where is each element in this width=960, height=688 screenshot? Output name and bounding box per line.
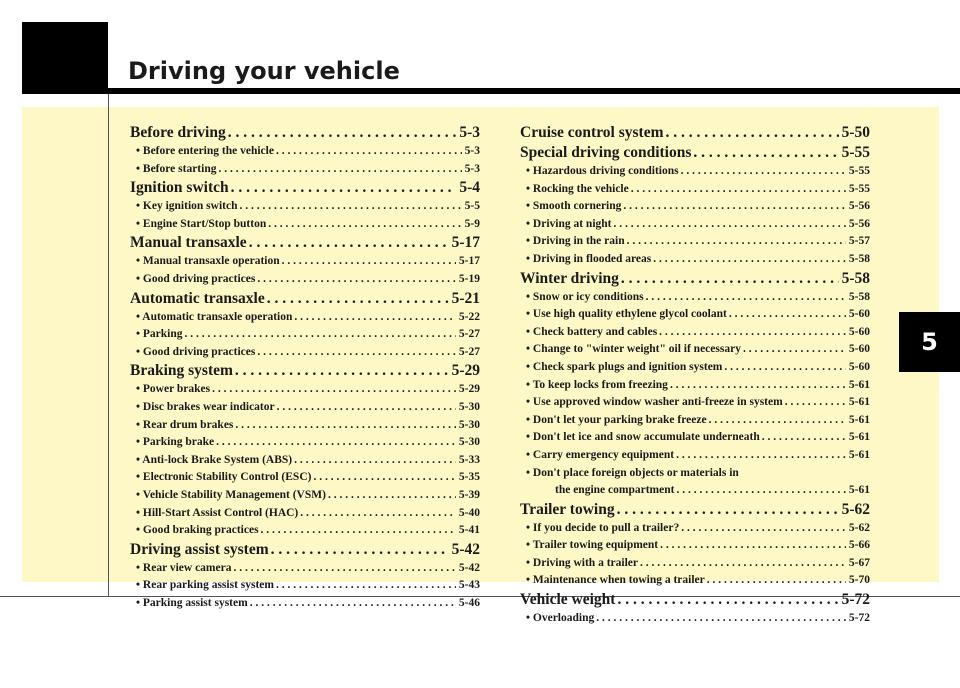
- bullet: •: [526, 521, 531, 534]
- dot-leader: [294, 452, 456, 470]
- dot-leader: [300, 505, 456, 523]
- toc-entry-label: If you decide to pull a trailer?: [532, 521, 680, 534]
- toc-page-number: 5-58: [841, 269, 870, 287]
- bullet: •: [526, 574, 531, 587]
- toc-page-number: 5-30: [458, 418, 480, 431]
- toc-subsection-entry[interactable]: [520, 610, 870, 628]
- toc-subsection-entry[interactable]: [520, 429, 870, 447]
- bullet: •: [526, 217, 531, 230]
- toc-entry-label: Parking assist system: [142, 596, 248, 609]
- toc-section-entry[interactable]: [130, 289, 480, 309]
- dot-leader: [762, 429, 846, 447]
- toc-entry-label: Winter driving: [520, 269, 619, 287]
- toc-subsection-entry[interactable]: [130, 522, 480, 540]
- toc-page-number: 5-39: [458, 488, 480, 501]
- dot-leader: [676, 447, 846, 465]
- toc-page-number: 5-70: [848, 574, 870, 587]
- toc-entry-label: Good driving practices: [142, 345, 256, 358]
- toc-entry-label: Don't let ice and snow accumulate underneath: [532, 431, 760, 444]
- toc-subsection-entry[interactable]: [130, 309, 480, 327]
- dot-leader: [328, 487, 456, 505]
- dot-leader: [617, 500, 839, 520]
- toc-entry-label: Vehicle Stability Management (VSM): [142, 488, 326, 501]
- toc-subsection-entry[interactable]: [130, 577, 480, 595]
- bullet: •: [136, 471, 141, 484]
- toc-entry-wrapped[interactable]: [520, 465, 870, 483]
- toc-subsection-entry[interactable]: [130, 505, 480, 523]
- bullet: •: [136, 255, 141, 268]
- toc-subsection-entry[interactable]: [520, 306, 870, 324]
- bullet: •: [136, 418, 141, 431]
- toc-page-number: 5-33: [458, 453, 480, 466]
- toc-subsection-entry[interactable]: [520, 537, 870, 555]
- toc-entry-label: Driving with a trailer: [532, 556, 638, 569]
- toc-section-entry[interactable]: [520, 269, 870, 289]
- toc-subsection-entry[interactable]: [130, 381, 480, 399]
- toc-page-number: 5-46: [458, 596, 480, 609]
- toc-page-number: 5-50: [841, 124, 870, 141]
- dot-leader: [185, 326, 456, 344]
- toc-entry-label: Rear parking assist system: [142, 579, 274, 592]
- toc-entry-label: Rear view camera: [142, 561, 232, 574]
- toc-section-entry[interactable]: [520, 500, 870, 520]
- toc-entry-label: Vehicle weight: [520, 591, 616, 609]
- dot-leader: [218, 161, 461, 179]
- toc-page-number: 5-19: [458, 272, 480, 285]
- bullet: •: [136, 310, 141, 323]
- bullet: •: [136, 345, 141, 358]
- dot-leader: [681, 163, 846, 181]
- toc-page-number: 5-55: [848, 165, 870, 177]
- toc-page-number: 5-62: [841, 500, 870, 518]
- toc-entry-label: Check battery and cables: [532, 325, 658, 338]
- bullet: •: [526, 308, 531, 321]
- toc-subsection-entry[interactable]: [520, 233, 870, 251]
- toc-page-number: 5-27: [458, 345, 480, 358]
- toc-page-number: 5-58: [848, 290, 870, 303]
- toc-entry-label: Braking system: [130, 362, 233, 380]
- bullet: •: [136, 524, 141, 537]
- bullet: •: [136, 383, 141, 396]
- toc-subsection-entry[interactable]: [520, 394, 870, 412]
- toc-page-number: 5-61: [848, 396, 870, 409]
- dot-leader: [621, 269, 839, 289]
- bullet: •: [526, 378, 531, 391]
- toc-subsection-entry[interactable]: [520, 482, 870, 500]
- toc-entry-label: Ignition switch: [130, 179, 229, 197]
- toc-section-entry[interactable]: [520, 123, 870, 143]
- toc-page-number: 5-9: [464, 217, 480, 230]
- toc-subsection-entry[interactable]: [520, 341, 870, 359]
- toc-entry-label: Before entering the vehicle: [142, 145, 274, 157]
- bullet: •: [526, 612, 531, 625]
- toc-page-number: 5-58: [848, 252, 870, 265]
- dot-leader: [596, 610, 846, 628]
- toc-entry-label: Use approved window washer anti-freeze in system: [532, 396, 783, 409]
- toc-entry-label: Rear drum brakes: [142, 418, 234, 431]
- dot-leader: [249, 233, 449, 253]
- toc-page-number: 5-17: [451, 234, 480, 252]
- dot-leader: [785, 394, 846, 412]
- toc-subsection-entry[interactable]: [130, 198, 480, 216]
- toc-entry-label: Trailer towing: [520, 500, 615, 518]
- toc-page-number: 5-30: [458, 400, 480, 413]
- toc-entry-label: Disc brakes wear indicator: [142, 400, 275, 413]
- margin-divider: [108, 94, 109, 596]
- dot-leader: [239, 198, 461, 216]
- dot-leader: [670, 377, 846, 395]
- bullet: •: [136, 200, 141, 213]
- toc-page-number: 5-29: [458, 383, 480, 396]
- toc-page-number: 5-72: [848, 612, 870, 625]
- bullet: •: [136, 328, 141, 341]
- toc-subsection-entry[interactable]: [520, 198, 870, 216]
- toc-subsection-entry[interactable]: [520, 289, 870, 307]
- dot-leader: [216, 434, 456, 452]
- dot-leader: [617, 590, 838, 610]
- toc-page-number: 5-43: [458, 579, 480, 592]
- toc-page-number: 5-40: [458, 506, 480, 519]
- dot-leader: [693, 143, 838, 163]
- toc-entry-label: Don't place foreign objects or materials in: [532, 466, 739, 479]
- toc-entry-label: Check spark plugs and ignition system: [532, 360, 723, 373]
- dot-leader: [250, 595, 456, 613]
- bullet: •: [526, 182, 531, 195]
- toc-subsection-entry[interactable]: [130, 216, 480, 234]
- dot-leader: [276, 143, 462, 161]
- toc-page-number: 5-42: [458, 561, 480, 574]
- bullet: •: [526, 539, 531, 552]
- toc-page-number: 5-22: [458, 310, 480, 323]
- toc-entry-label: Before starting: [142, 162, 217, 175]
- toc-entry-label: Before driving: [130, 124, 226, 141]
- toc-page-number: 5-66: [848, 539, 870, 552]
- bullet: •: [526, 325, 531, 338]
- toc-subsection-entry[interactable]: [130, 434, 480, 452]
- bullet: •: [526, 360, 531, 373]
- toc-entry-label: Rocking the vehicle: [532, 182, 629, 195]
- toc-page-number: 5-61: [848, 448, 870, 461]
- toc-subsection-entry[interactable]: [520, 447, 870, 465]
- toc-section-entry[interactable]: [520, 590, 870, 610]
- dot-leader: [724, 359, 846, 377]
- dot-leader: [235, 361, 449, 381]
- dot-leader: [228, 123, 457, 143]
- toc-page-number: 5-3: [459, 124, 480, 141]
- toc-subsection-entry[interactable]: [130, 399, 480, 417]
- toc-entry-label: Parking brake: [142, 436, 215, 449]
- toc-entry-label: Automatic transaxle: [130, 289, 265, 307]
- toc-subsection-entry[interactable]: [130, 271, 480, 289]
- toc-page-number: 5-55: [841, 144, 870, 161]
- toc-subsection-entry[interactable]: [130, 417, 480, 435]
- toc-entry-label: Electronic Stability Control (ESC): [142, 471, 312, 484]
- header-rule: [108, 88, 960, 94]
- bullet: •: [136, 506, 141, 519]
- toc-page-number: 5-72: [841, 591, 870, 609]
- dot-leader: [282, 253, 456, 271]
- toc-entry-label: Driving in flooded areas: [532, 252, 652, 265]
- toc-page-number: 5-42: [451, 540, 480, 558]
- toc-entry-label: Overloading: [532, 612, 595, 625]
- toc-page-number: 5-60: [848, 325, 870, 338]
- toc-page-number: 5-3: [464, 145, 480, 157]
- toc-entry-label: Cruise control system: [520, 124, 664, 141]
- dot-leader: [257, 271, 456, 289]
- toc-entry-label: Driving assist system: [130, 540, 269, 558]
- toc-section-entry[interactable]: [130, 178, 480, 198]
- toc-entry-label: Driving in the rain: [532, 235, 625, 248]
- toc-page-number: 5-56: [848, 217, 870, 230]
- toc-subsection-entry[interactable]: [520, 359, 870, 377]
- toc-entry-label: Good driving practices: [142, 272, 256, 285]
- toc-section-entry[interactable]: [130, 123, 480, 143]
- dot-leader: [235, 417, 455, 435]
- dot-leader: [743, 341, 846, 359]
- toc-subsection-entry[interactable]: [130, 161, 480, 179]
- dot-leader: [631, 181, 846, 199]
- toc-entry-label: Key ignition switch: [142, 200, 238, 213]
- toc-page-number: 5-57: [848, 235, 870, 248]
- dot-leader: [294, 309, 456, 327]
- toc-entry-label: Snow or icy conditions: [532, 290, 644, 303]
- toc-entry-label: Carry emergency equipment: [532, 448, 675, 461]
- dot-leader: [257, 344, 456, 362]
- bullet: •: [526, 396, 531, 409]
- bullet: •: [136, 400, 141, 413]
- bullet: •: [136, 561, 141, 574]
- bullet: •: [526, 413, 531, 426]
- toc-page-number: 5-60: [848, 308, 870, 321]
- toc-subsection-entry[interactable]: [520, 377, 870, 395]
- toc-subsection-entry[interactable]: [520, 163, 870, 181]
- toc-section-entry[interactable]: [130, 540, 480, 560]
- chapter-tab[interactable]: 5: [899, 312, 960, 372]
- bullet: •: [526, 200, 531, 213]
- toc-entry-label: Maintenance when towing a trailer: [532, 574, 705, 587]
- toc-subsection-entry[interactable]: [520, 181, 870, 199]
- toc-subsection-entry[interactable]: [130, 143, 480, 161]
- toc-page-number: 5-67: [848, 556, 870, 569]
- bullet: •: [136, 145, 141, 157]
- bullet: •: [526, 556, 531, 569]
- dot-leader: [233, 560, 455, 578]
- toc-entry-label: Manual transaxle operation: [142, 255, 280, 268]
- page-title: Driving your vehicle: [128, 57, 400, 85]
- bullet: •: [136, 436, 141, 449]
- toc-entry-label: Power brakes: [142, 383, 211, 396]
- toc-page-number: 5-27: [458, 328, 480, 341]
- dot-leader: [231, 178, 457, 198]
- toc-entry-label: Anti-lock Brake System (ABS): [142, 453, 293, 466]
- dot-leader: [267, 289, 449, 309]
- toc-entry-label: Engine Start/Stop button: [142, 217, 267, 230]
- toc-entry-label: Smooth cornering: [532, 200, 622, 213]
- toc-subsection-entry[interactable]: [130, 560, 480, 578]
- dot-leader: [277, 399, 456, 417]
- toc-entry-label: Hazardous driving conditions: [532, 165, 679, 177]
- bullet: •: [526, 431, 531, 444]
- toc-subsection-entry[interactable]: [520, 572, 870, 590]
- toc-subsection-entry[interactable]: [520, 251, 870, 269]
- bullet: •: [526, 252, 531, 265]
- dot-leader: [212, 381, 456, 399]
- toc-page-number: 5-60: [848, 360, 870, 373]
- toc-subsection-entry[interactable]: [130, 253, 480, 271]
- toc-page-number: 5-62: [848, 521, 870, 534]
- toc-subsection-entry[interactable]: [520, 324, 870, 342]
- bullet: •: [136, 579, 141, 592]
- dot-leader: [313, 469, 455, 487]
- toc-entry-label: Automatic transaxle operation: [142, 310, 293, 323]
- dot-leader: [676, 482, 845, 500]
- toc-entry-label: Special driving conditions: [520, 144, 692, 161]
- toc-entry-label: Don't let your parking brake freeze: [532, 413, 707, 426]
- dot-leader: [707, 572, 846, 590]
- toc-page-number: 5-21: [451, 289, 480, 307]
- dot-leader: [659, 324, 846, 342]
- toc-entry-label: Change to "winter weight" oil if necessary: [532, 343, 741, 356]
- bullet: •: [526, 290, 531, 303]
- dot-leader: [614, 216, 846, 234]
- toc-subsection-entry[interactable]: [130, 452, 480, 470]
- toc-page-number: 5-61: [848, 484, 870, 497]
- bullet: •: [526, 165, 531, 177]
- bullet: •: [526, 343, 531, 356]
- dot-leader: [729, 306, 846, 324]
- dot-leader: [666, 123, 839, 143]
- toc-entry-label: Driving at night: [532, 217, 612, 230]
- dot-leader: [623, 198, 846, 216]
- dot-leader: [646, 289, 846, 307]
- dot-leader: [653, 251, 846, 269]
- bullet: •: [136, 162, 141, 175]
- bullet: •: [526, 466, 531, 479]
- toc-page-number: 5-4: [459, 179, 480, 197]
- toc-page-number: 5-35: [458, 471, 480, 484]
- toc-entry-label: Parking: [142, 328, 183, 341]
- bullet: •: [136, 453, 141, 466]
- toc-subsection-entry[interactable]: [130, 469, 480, 487]
- toc-subsection-entry[interactable]: [520, 412, 870, 430]
- dot-leader: [681, 520, 846, 538]
- corner-block: [22, 22, 108, 94]
- dot-leader: [276, 577, 456, 595]
- toc-entry-label: the engine compartment: [555, 484, 675, 497]
- toc-entry-label: Good braking practices: [142, 524, 259, 537]
- bullet: •: [136, 272, 141, 285]
- toc-entry-label: Use high quality ethylene glycol coolant: [532, 308, 727, 321]
- toc-subsection-entry[interactable]: [130, 487, 480, 505]
- toc-subsection-entry[interactable]: [130, 326, 480, 344]
- toc-section-entry[interactable]: [130, 233, 480, 253]
- toc-subsection-entry[interactable]: [520, 216, 870, 234]
- bullet: •: [136, 596, 141, 609]
- dot-leader: [660, 537, 846, 555]
- bullet: •: [136, 488, 141, 501]
- toc-page-number: 5-17: [458, 255, 480, 268]
- toc-page-number: 5-30: [458, 436, 480, 449]
- toc-page-number: 5-56: [848, 200, 870, 213]
- toc-subsection-entry[interactable]: [520, 520, 870, 538]
- toc-entry-label: Trailer towing equipment: [532, 539, 659, 552]
- dot-leader: [268, 216, 461, 234]
- toc-page-number: 5-61: [848, 378, 870, 391]
- toc-subsection-entry[interactable]: [130, 595, 480, 613]
- toc-column-right: [520, 123, 870, 628]
- toc-page-number: 5-3: [464, 162, 480, 175]
- bullet: •: [136, 217, 141, 230]
- toc-subsection-entry[interactable]: [130, 344, 480, 362]
- toc-page-number: 5-61: [848, 431, 870, 444]
- dot-leader: [261, 522, 456, 540]
- dot-leader: [709, 412, 846, 430]
- toc-page-number: 5-5: [464, 200, 480, 213]
- toc-page-number: 5-29: [451, 362, 480, 380]
- bullet: •: [526, 448, 531, 461]
- toc-page-number: 5-60: [848, 343, 870, 356]
- toc-page-number: 5-41: [458, 524, 480, 537]
- toc-section-entry[interactable]: [520, 143, 870, 163]
- toc-page-number: 5-61: [848, 413, 870, 426]
- toc-subsection-entry[interactable]: [520, 555, 870, 573]
- toc-entry-label: Hill-Start Assist Control (HAC): [142, 506, 299, 519]
- dot-leader: [640, 555, 846, 573]
- toc-section-entry[interactable]: [130, 361, 480, 381]
- toc-column-left: [130, 123, 480, 612]
- bullet: •: [526, 235, 531, 248]
- toc-page-number: 5-55: [848, 182, 870, 195]
- dot-leader: [627, 233, 846, 251]
- toc-entry-label: Manual transaxle: [130, 234, 247, 252]
- dot-leader: [271, 540, 449, 560]
- toc-entry-label: To keep locks from freezing: [532, 378, 668, 391]
